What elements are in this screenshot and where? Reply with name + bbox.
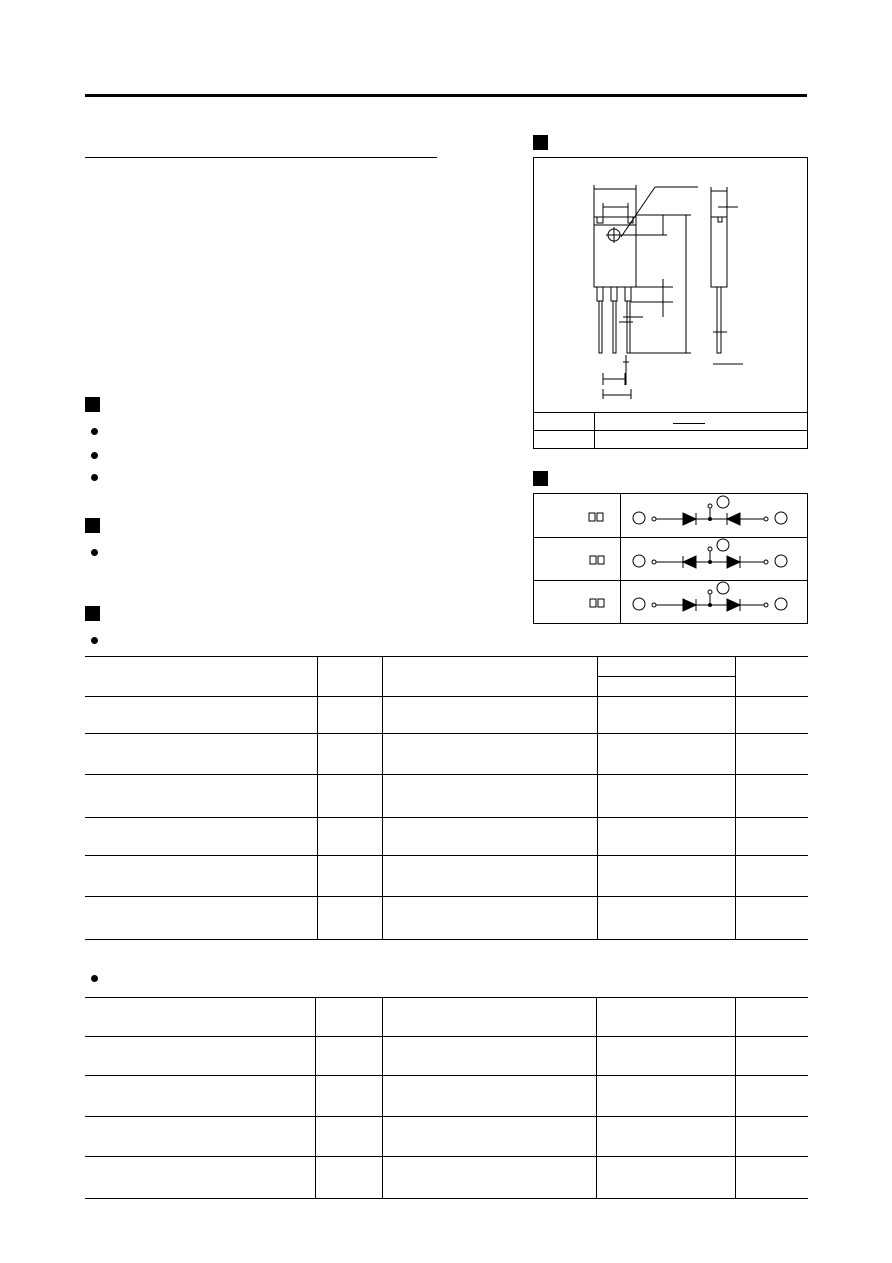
section-marker-ratings	[85, 606, 100, 621]
package-body-front	[594, 217, 636, 287]
section-marker-applications	[85, 518, 100, 533]
outline-drawing-box	[533, 157, 808, 449]
section-marker-features	[85, 397, 100, 412]
section-marker-connections	[533, 471, 548, 486]
features-bullet-2	[91, 452, 98, 459]
diode-diagram-series	[621, 580, 808, 623]
applications-bullet-1	[91, 549, 98, 556]
title-underline	[85, 157, 437, 158]
ratings-bullet	[91, 637, 98, 644]
diode-diagram-common-cathode	[621, 494, 808, 537]
features-bullet-3	[91, 474, 98, 481]
features-bullet-1	[91, 428, 98, 435]
characteristics-table	[85, 997, 808, 1199]
header-rule	[85, 94, 807, 97]
diode-diagram-common-anode	[621, 537, 808, 580]
legend-overline	[673, 423, 705, 424]
section-marker-outline	[533, 135, 548, 150]
package-outline-drawing	[533, 157, 808, 449]
connection-diagram-box	[533, 493, 808, 624]
characteristics-bullet	[91, 975, 98, 982]
ratings-table	[85, 656, 808, 940]
package-body-side	[711, 217, 727, 287]
